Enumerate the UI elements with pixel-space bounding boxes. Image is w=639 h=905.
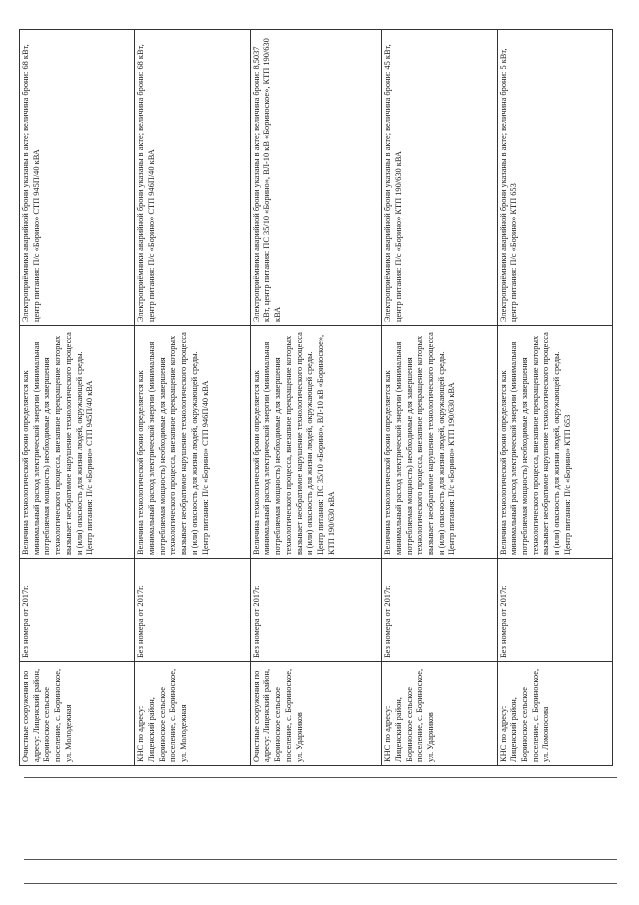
divider-line xyxy=(24,777,617,778)
tech-reserve-cell: Величина технологической брони определяется как минимальный расход электрической энергии (минимальная потребляемая мощность) необходимые для завершения технологического процесса, внезапное прекращение которых вызывает необратимое нарушение технологического процесса и (или) опасность для жизни людей, окружающей среды. Центр питания: П/с «Борино» КТП 653 xyxy=(497,326,612,559)
rotated-page xyxy=(19,30,613,766)
tech-reserve-cell: Величина технологической брони определяется как минимальный расход электрической энергии (минимальная потребляемая мощность) необходимые для завершения технологического процесса, внезапное прекращение которых вызывает необратимое нарушение технологического процесса и (или) опасность для жизни людей, окружающей среды. Центр питания: П/с «Борино» КТП 190/630 кВА xyxy=(382,326,497,559)
emergency-reserve-cell: Электроприёмники аварийной брони указаны в акте; величина брони: 5 кВт, центр питания: П/с «Борино» КТП 653 xyxy=(497,30,612,326)
tech-reserve-cell: Величина технологической брони определяется как минимальный расход электрической энергии (минимальная потребляемая мощность) необходимые для завершения технологического процесса, внезапное прекращение которых вызывает необратимое нарушение технологического процесса и (или) опасность для жизни людей, окружающей среды. Центр питания: П/с «Борино» СТП 945П/40 кВА xyxy=(20,326,135,559)
emergency-reserve-cell: Электроприёмники аварийной брони указаны в акте; величина брони: 68 кВт, центр питания: П/с «Борино» СТП 946П/40 кВА xyxy=(135,30,250,326)
table-row xyxy=(250,30,381,766)
act-number-cell: Без номера от 2017г. xyxy=(135,559,250,662)
object-cell: КНС по адресу: Лиценский район, Бориноское сельское поселение, с. Бориноское, ул. Молодежная xyxy=(135,662,250,766)
act-number-cell: Без номера от 2017г. xyxy=(382,559,497,662)
object-cell: Очистные сооружения по адресу: Лиценский район, Бориноское сельское поселение, с. Бориноское, ул. Молодежная xyxy=(20,662,135,766)
table-row xyxy=(497,30,612,766)
object-cell: КНС по адресу: Лиценский район, Бориноское сельское поселение, с. Бориноское, ул. Ударников xyxy=(382,662,497,766)
emergency-reserve-cell: Электроприёмники аварийной брони указаны в акте; величина брони: 45 кВт, центр питания: П/с «Борино» КТП 190/630 кВА xyxy=(382,30,497,326)
act-number-cell: Без номера от 2017г. xyxy=(250,559,381,662)
emergency-reserve-cell: Электроприёмники аварийной брони указаны в акте; величина брони: 68 кВт, центр питания: П/с «Борино» СТП 945П/40 кВА xyxy=(20,30,135,326)
object-cell: КНС по адресу: Лиценский район, Бориноское сельское поселение, с. Бориноское, ул. Ломоносова xyxy=(497,662,612,766)
divider-line xyxy=(24,883,617,884)
table-row xyxy=(20,30,135,766)
divider-line xyxy=(24,859,617,860)
emergency-reserve-cell: Электроприёмники аварийной брони указаны в акте; величина брони: 8,5037 кВт, центр питания: ПС 35/10 «Борино», ВЛ-10 кВ «Бориноское», КТП 190/630 кВА xyxy=(250,30,381,326)
act-number-cell: Без номера от 2017г. xyxy=(497,559,612,662)
act-number-cell: Без номера от 2017г. xyxy=(20,559,135,662)
table-row xyxy=(382,30,497,766)
object-cell: Очистные сооружения по адресу: Лиценский район, Бориноское сельское поселение, с. Бориноское, ул. Ударников xyxy=(250,662,381,766)
reserve-table xyxy=(19,29,613,766)
table-row xyxy=(135,30,250,766)
tech-reserve-cell: Величина технологической брони определяется как минимальный расход электрической энергии (минимальная потребляемая мощность) необходимые для завершения технологического процесса, внезапное прекращение которых вызывает необратимое нарушение технологического процесса и (или) опасность для жизни людей, окружающей среды. Центр питания: П/с «Борино» СТП 946П/40 кВА xyxy=(135,326,250,559)
tech-reserve-cell: Величина технологической брони определяется как минимальный расход электрической энергии (минимальная потребляемая мощность) необходимые для завершения технологического процесса, внезапное прекращение которых вызывает необратимое нарушение технологического процесса и (или) опасность для жизни людей, окружающей среды. Центр питания: ПС 35/10 «Борино», ВЛ-10 кВ «Бориноское», КТП 190/630 кВА xyxy=(250,326,381,559)
